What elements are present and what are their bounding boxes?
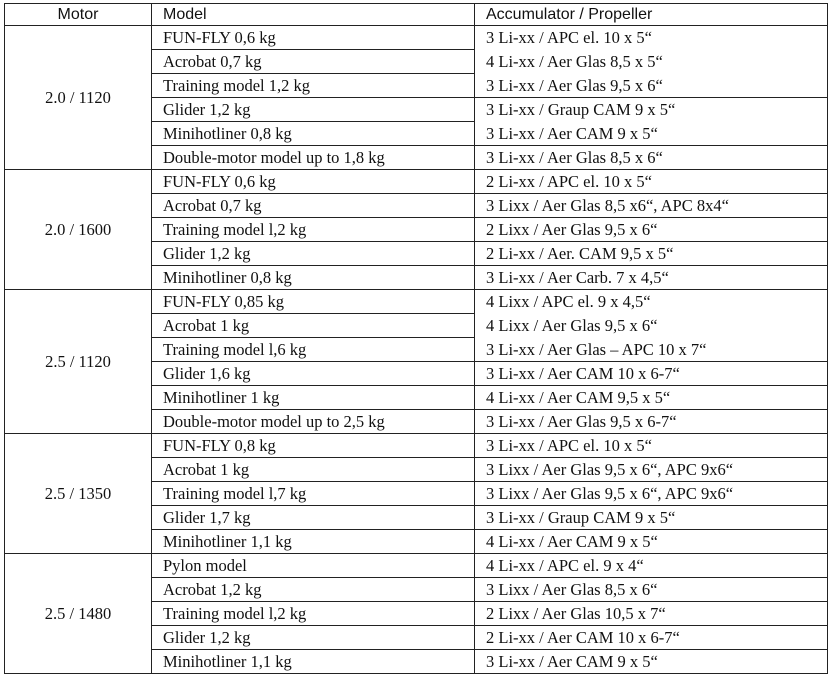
- model-cell: FUN-FLY 0,6 kg: [152, 170, 475, 194]
- table-row: [5, 434, 828, 458]
- motor-cell: 2.0 / 1120: [5, 26, 152, 170]
- accumulator-propeller-cell: 3 Li-xx / APC el. 10 x 5“: [475, 434, 828, 458]
- model-cell: Minihotliner 0,8 kg: [152, 266, 475, 290]
- motor-cell: 2.5 / 1480: [5, 554, 152, 674]
- model-cell: Training model l,2 kg: [152, 218, 475, 242]
- model-cell: Training model l,6 kg: [152, 338, 475, 362]
- model-cell: Minihotliner 1,1 kg: [152, 530, 475, 554]
- accumulator-propeller-cell: 3 Li-xx / Graup CAM 9 x 5“: [475, 506, 828, 530]
- accumulator-propeller-cell: 3 Li-xx / Aer CAM 9 x 5“: [475, 650, 828, 674]
- model-cell: FUN-FLY 0,85 kg: [152, 290, 475, 314]
- model-cell: Acrobat 1 kg: [152, 314, 475, 338]
- accumulator-propeller-cell: 3 Li-xx / Aer Glas – APC 10 x 7“: [475, 338, 828, 362]
- accumulator-propeller-cell: 3 Lixx / Aer Glas 9,5 x 6“, APC 9x6“: [475, 458, 828, 482]
- model-cell: Minihotliner 1,1 kg: [152, 650, 475, 674]
- motor-cell: 2.5 / 1350: [5, 434, 152, 554]
- model-cell: Pylon model: [152, 554, 475, 578]
- accumulator-propeller-cell: 3 Lixx / Aer Glas 8,5 x6“, APC 8x4“: [475, 194, 828, 218]
- accumulator-propeller-cell: 3 Lixx / Aer Glas 9,5 x 6“, APC 9x6“: [475, 482, 828, 506]
- accumulator-propeller-cell: 4 Li-xx / Aer Glas 8,5 x 5“: [475, 50, 828, 74]
- accumulator-propeller-cell: 3 Li-xx / APC el. 10 x 5“: [475, 26, 828, 50]
- motor-table-container: [4, 3, 828, 674]
- motor-cell: 2.5 / 1120: [5, 290, 152, 434]
- accumulator-propeller-cell: 4 Li-xx / Aer CAM 9,5 x 5“: [475, 386, 828, 410]
- accumulator-propeller-cell: 3 Li-xx / Aer Glas 9,5 x 6“: [475, 74, 828, 98]
- model-cell: Glider 1,7 kg: [152, 506, 475, 530]
- motor-propeller-table: [4, 3, 828, 674]
- accumulator-propeller-cell: 3 Lixx / Aer Glas 8,5 x 6“: [475, 578, 828, 602]
- accumulator-propeller-cell: 2 Li-xx / Aer CAM 10 x 6-7“: [475, 626, 828, 650]
- model-cell: Acrobat 0,7 kg: [152, 194, 475, 218]
- table-body: [5, 26, 828, 674]
- accumulator-propeller-cell: 3 Li-xx / Aer Carb. 7 x 4,5“: [475, 266, 828, 290]
- table-row: [5, 170, 828, 194]
- accumulator-propeller-cell: 3 Li-xx / Aer CAM 10 x 6-7“: [475, 362, 828, 386]
- model-cell: Training model l,2 kg: [152, 602, 475, 626]
- accumulator-propeller-cell: 4 Lixx / Aer Glas 9,5 x 6“: [475, 314, 828, 338]
- model-cell: Glider 1,6 kg: [152, 362, 475, 386]
- header-accumulator-propeller: Accumulator / Propeller: [475, 4, 828, 26]
- accumulator-propeller-cell: 2 Li-xx / APC el. 10 x 5“: [475, 170, 828, 194]
- accumulator-propeller-cell: 2 Lixx / Aer Glas 9,5 x 6“: [475, 218, 828, 242]
- model-cell: Acrobat 1,2 kg: [152, 578, 475, 602]
- accumulator-propeller-cell: 2 Li-xx / Aer. CAM 9,5 x 5“: [475, 242, 828, 266]
- accumulator-propeller-cell: 4 Li-xx / Aer CAM 9 x 5“: [475, 530, 828, 554]
- model-cell: Glider 1,2 kg: [152, 98, 475, 122]
- model-cell: Training model l,7 kg: [152, 482, 475, 506]
- model-cell: Training model 1,2 kg: [152, 74, 475, 98]
- model-cell: Glider 1,2 kg: [152, 626, 475, 650]
- header-model: Model: [152, 4, 475, 26]
- accumulator-propeller-cell: 3 Li-xx / Aer CAM 9 x 5“: [475, 122, 828, 146]
- motor-cell: 2.0 / 1600: [5, 170, 152, 290]
- model-cell: Acrobat 0,7 kg: [152, 50, 475, 74]
- model-cell: Double-motor model up to 2,5 kg: [152, 410, 475, 434]
- model-cell: Acrobat 1 kg: [152, 458, 475, 482]
- table-row: [5, 554, 828, 578]
- accumulator-propeller-cell: 4 Lixx / APC el. 9 x 4,5“: [475, 290, 828, 314]
- accumulator-propeller-cell: 2 Lixx / Aer Glas 10,5 x 7“: [475, 602, 828, 626]
- model-cell: FUN-FLY 0,6 kg: [152, 26, 475, 50]
- accumulator-propeller-cell: 4 Li-xx / APC el. 9 x 4“: [475, 554, 828, 578]
- model-cell: FUN-FLY 0,8 kg: [152, 434, 475, 458]
- header-row: [5, 4, 828, 26]
- table-row: [5, 26, 828, 50]
- table-row: [5, 290, 828, 314]
- header-motor: Motor: [5, 4, 152, 26]
- model-cell: Minihotliner 0,8 kg: [152, 122, 475, 146]
- accumulator-propeller-cell: 3 Li-xx / Aer Glas 9,5 x 6-7“: [475, 410, 828, 434]
- model-cell: Double-motor model up to 1,8 kg: [152, 146, 475, 170]
- accumulator-propeller-cell: 3 Li-xx / Graup CAM 9 x 5“: [475, 98, 828, 122]
- accumulator-propeller-cell: 3 Li-xx / Aer Glas 8,5 x 6“: [475, 146, 828, 170]
- model-cell: Glider 1,2 kg: [152, 242, 475, 266]
- model-cell: Minihotliner 1 kg: [152, 386, 475, 410]
